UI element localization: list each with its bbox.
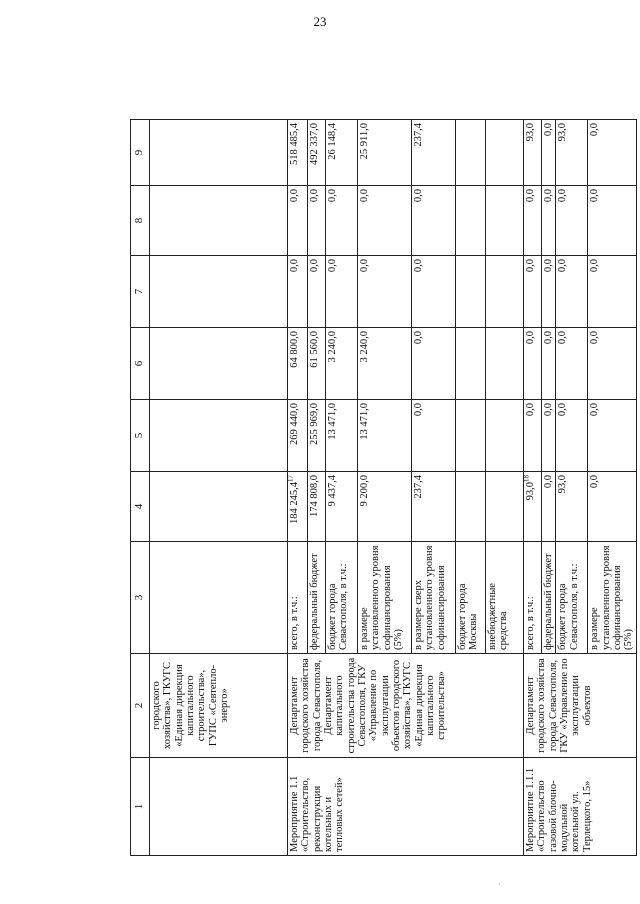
value-cell-c5 (326, 400, 358, 472)
page-number: 23 (313, 14, 327, 29)
value-cell-c9 (588, 120, 636, 186)
cell-empty (150, 542, 288, 654)
funding-source-label: всего, в т.ч.: (288, 542, 308, 654)
value-text: 3 240,0 (327, 331, 338, 363)
value-text: 492 337,0 (309, 123, 320, 165)
value-text: 0,0 (557, 189, 569, 203)
value-text: 64 800,0 (289, 331, 300, 368)
value-cell-c8 (308, 186, 326, 256)
value-cell-c8 (556, 186, 588, 256)
value-text: 0,0 (543, 259, 554, 273)
value-text: 0,0 (557, 259, 569, 273)
measure-name: Мероприятие 1.1 «Строительство, реконструкция котельных и тепловых сетей» (288, 758, 524, 856)
value-text: 13 471,0 (359, 403, 370, 440)
cell-empty (150, 186, 288, 256)
budget-table (130, 119, 637, 856)
funding-source-label: федеральный бюджет (308, 542, 326, 654)
cell-empty (150, 472, 288, 542)
value-cell-c6 (542, 328, 556, 400)
footnote-marker: 17 (286, 475, 295, 482)
value-cell-c5 (524, 400, 542, 472)
footer-mark: · (498, 880, 501, 889)
value-text: 0,0 (525, 189, 536, 203)
value-cell-c8 (326, 186, 358, 256)
value-text: 0,0 (359, 259, 370, 273)
value-cell-c7 (288, 256, 308, 328)
value-cell-c6 (358, 328, 412, 400)
value-cell-c4 (358, 472, 412, 542)
rotated-table-container (130, 120, 634, 856)
cell-empty (150, 400, 288, 472)
continuation-row (150, 120, 288, 856)
value-text: 13 471,0 (327, 403, 338, 440)
value-cell-c9 (326, 120, 358, 186)
value-text: 0,0 (327, 189, 338, 203)
value-text: 0,0 (543, 475, 554, 489)
value-text: 0,0 (289, 189, 300, 203)
funding-source-label: всего, в т.ч.: (524, 542, 542, 654)
value-cell-c8 (588, 186, 636, 256)
value-text: 0,0 (309, 189, 320, 203)
value-cell-c6 (524, 328, 542, 400)
value-cell-c5 (358, 400, 412, 472)
value-text: 0,0 (589, 475, 601, 489)
value-text: 0,0 (589, 403, 601, 417)
value-text: 9 437,4 (327, 475, 338, 507)
value-text: 0,0 (543, 123, 554, 137)
value-cell-c7 (308, 256, 326, 328)
value-text: 237,4 (413, 123, 424, 147)
value-text: 3 240,0 (359, 331, 370, 363)
value-cell-c9 (358, 120, 412, 186)
value-text: 0,0 (359, 189, 370, 203)
value-text: 269 440,0 (289, 403, 300, 445)
cell-empty (150, 758, 288, 856)
value-cell-c9 (542, 120, 556, 186)
value-text: 26 148,4 (327, 123, 338, 160)
value-text: 0,0 (525, 403, 536, 417)
column-header: 3 (131, 542, 150, 654)
value-cell-c7 (412, 256, 456, 328)
value-cell-c4 (542, 472, 556, 542)
value-cell-c5 (588, 400, 636, 472)
funding-source-label: в размере установленного уровня софинансирования (5%) (588, 542, 636, 654)
value-text: 237,4 (413, 475, 424, 499)
value-cell-c6 (456, 328, 486, 400)
column-header: 4 (131, 472, 150, 542)
value-text: 174 808,0 (309, 475, 320, 517)
value-cell-c8 (288, 186, 308, 256)
value-cell-c6 (288, 328, 308, 400)
value-text: 0,0 (525, 331, 536, 345)
value-cell-c9 (308, 120, 326, 186)
value-cell-c4 (524, 472, 542, 542)
value-cell-c4 (288, 472, 308, 542)
value-text: 0,0 (589, 259, 601, 273)
column-header: 7 (131, 256, 150, 328)
measure-name: Мероприятие 1.1.1 «Строительство газовой блочно-модульной котельной ул. Терлецкого, 15» (524, 758, 637, 856)
value-text: 0,0 (413, 259, 424, 273)
value-text: 9 200,0 (359, 475, 370, 507)
value-cell-c6 (326, 328, 358, 400)
value-text: 0,0 (413, 403, 424, 417)
value-text: 0,0 (413, 189, 424, 203)
cell-empty (150, 256, 288, 328)
funding-source-label: федеральный бюджет (542, 542, 556, 654)
table-row (288, 120, 308, 856)
value-cell-c4 (412, 472, 456, 542)
column-header: 1 (131, 758, 150, 856)
value-cell-c9 (556, 120, 588, 186)
column-number-row (131, 120, 150, 856)
value-text: 0,0 (557, 331, 569, 345)
value-cell-c5 (486, 400, 524, 472)
value-text: 0,0 (327, 259, 338, 273)
value-cell-c7 (486, 256, 524, 328)
column-header: 6 (131, 328, 150, 400)
value-text: 0,0 (589, 123, 601, 137)
value-text: 255 969,0 (309, 403, 320, 445)
value-cell-c4 (456, 472, 486, 542)
value-cell-c5 (412, 400, 456, 472)
funding-source-label: бюджет города Севастополя, в т.ч.: (556, 542, 588, 654)
value-text: 93,0 (525, 123, 536, 142)
value-cell-c8 (412, 186, 456, 256)
value-cell-c8 (542, 186, 556, 256)
cell-empty (150, 328, 288, 400)
value-text: 93,0 (525, 482, 536, 501)
funding-source-label: в размере сверх установленного уровня софинансирования (412, 542, 456, 654)
value-cell-c6 (556, 328, 588, 400)
value-cell-c4 (486, 472, 524, 542)
value-cell-c8 (456, 186, 486, 256)
value-cell-c7 (524, 256, 542, 328)
footnote-marker: 18 (522, 475, 531, 482)
column-header: 2 (131, 654, 150, 758)
value-cell-c4 (308, 472, 326, 542)
value-cell-c7 (456, 256, 486, 328)
responsible-executor: Департамент городского хозяйства города Севастополя, ГКУ «Управление по эксплуатации объектов (524, 654, 637, 758)
value-text: 0,0 (413, 331, 424, 345)
funding-source-label: в размере установленного уровня софинансирования (5%) (358, 542, 412, 654)
value-cell-c6 (588, 328, 636, 400)
funding-source-label: бюджет города Москвы (456, 542, 486, 654)
value-cell-c4 (556, 472, 588, 542)
value-cell-c6 (412, 328, 456, 400)
value-text: 0,0 (589, 331, 601, 345)
column-header: 5 (131, 400, 150, 472)
value-text: 0,0 (557, 403, 569, 417)
value-cell-c4 (326, 472, 358, 542)
value-cell-c9 (288, 120, 308, 186)
responsible-continuation: городского хозяйства», ГКУГС «Единая дирекция капитального строительства», ГУПС «Севтепло-энерго» (150, 654, 288, 758)
value-cell-c7 (588, 256, 636, 328)
value-text: 0,0 (289, 259, 300, 273)
responsible-executor: Департамент городского хозяйства города Севастополя, Департамент капитального строительства города Севастополя, ГКУ «Управление по эксплуатации объектов городского хозяйства», ГКУГС «Единая дирекция капитального строительства» (288, 654, 524, 758)
value-text: 0,0 (525, 259, 536, 273)
value-cell-c9 (486, 120, 524, 186)
value-cell-c5 (288, 400, 308, 472)
value-text: 93,0 (557, 475, 569, 494)
value-cell-c8 (358, 186, 412, 256)
value-cell-c5 (556, 400, 588, 472)
value-cell-c5 (456, 400, 486, 472)
value-cell-c7 (326, 256, 358, 328)
value-text: 25 911,0 (359, 123, 370, 160)
value-text: 518 485,4 (289, 123, 300, 165)
value-text: 0,0 (589, 189, 601, 203)
funding-source-label: внебюджетные средства (486, 542, 524, 654)
value-text: 0,0 (543, 189, 554, 203)
value-cell-c4 (588, 472, 636, 542)
value-text: 0,0 (543, 331, 554, 345)
value-cell-c7 (358, 256, 412, 328)
value-cell-c8 (486, 186, 524, 256)
value-cell-c7 (556, 256, 588, 328)
value-cell-c7 (542, 256, 556, 328)
value-cell-c9 (456, 120, 486, 186)
value-cell-c9 (524, 120, 542, 186)
column-header: 8 (131, 186, 150, 256)
cell-empty (150, 120, 288, 186)
value-text: 0,0 (543, 403, 554, 417)
value-cell-c8 (524, 186, 542, 256)
value-cell-c6 (308, 328, 326, 400)
value-cell-c5 (308, 400, 326, 472)
table-row (524, 120, 542, 856)
value-text: 184 245,4 (289, 482, 300, 524)
value-cell-c5 (542, 400, 556, 472)
value-cell-c6 (486, 328, 524, 400)
value-text: 0,0 (309, 259, 320, 273)
value-cell-c9 (412, 120, 456, 186)
value-text: 61 560,0 (309, 331, 320, 368)
funding-source-label: бюджет города Севастополя, в т.ч.: (326, 542, 358, 654)
value-text: 93,0 (557, 123, 569, 142)
column-header: 9 (131, 120, 150, 186)
